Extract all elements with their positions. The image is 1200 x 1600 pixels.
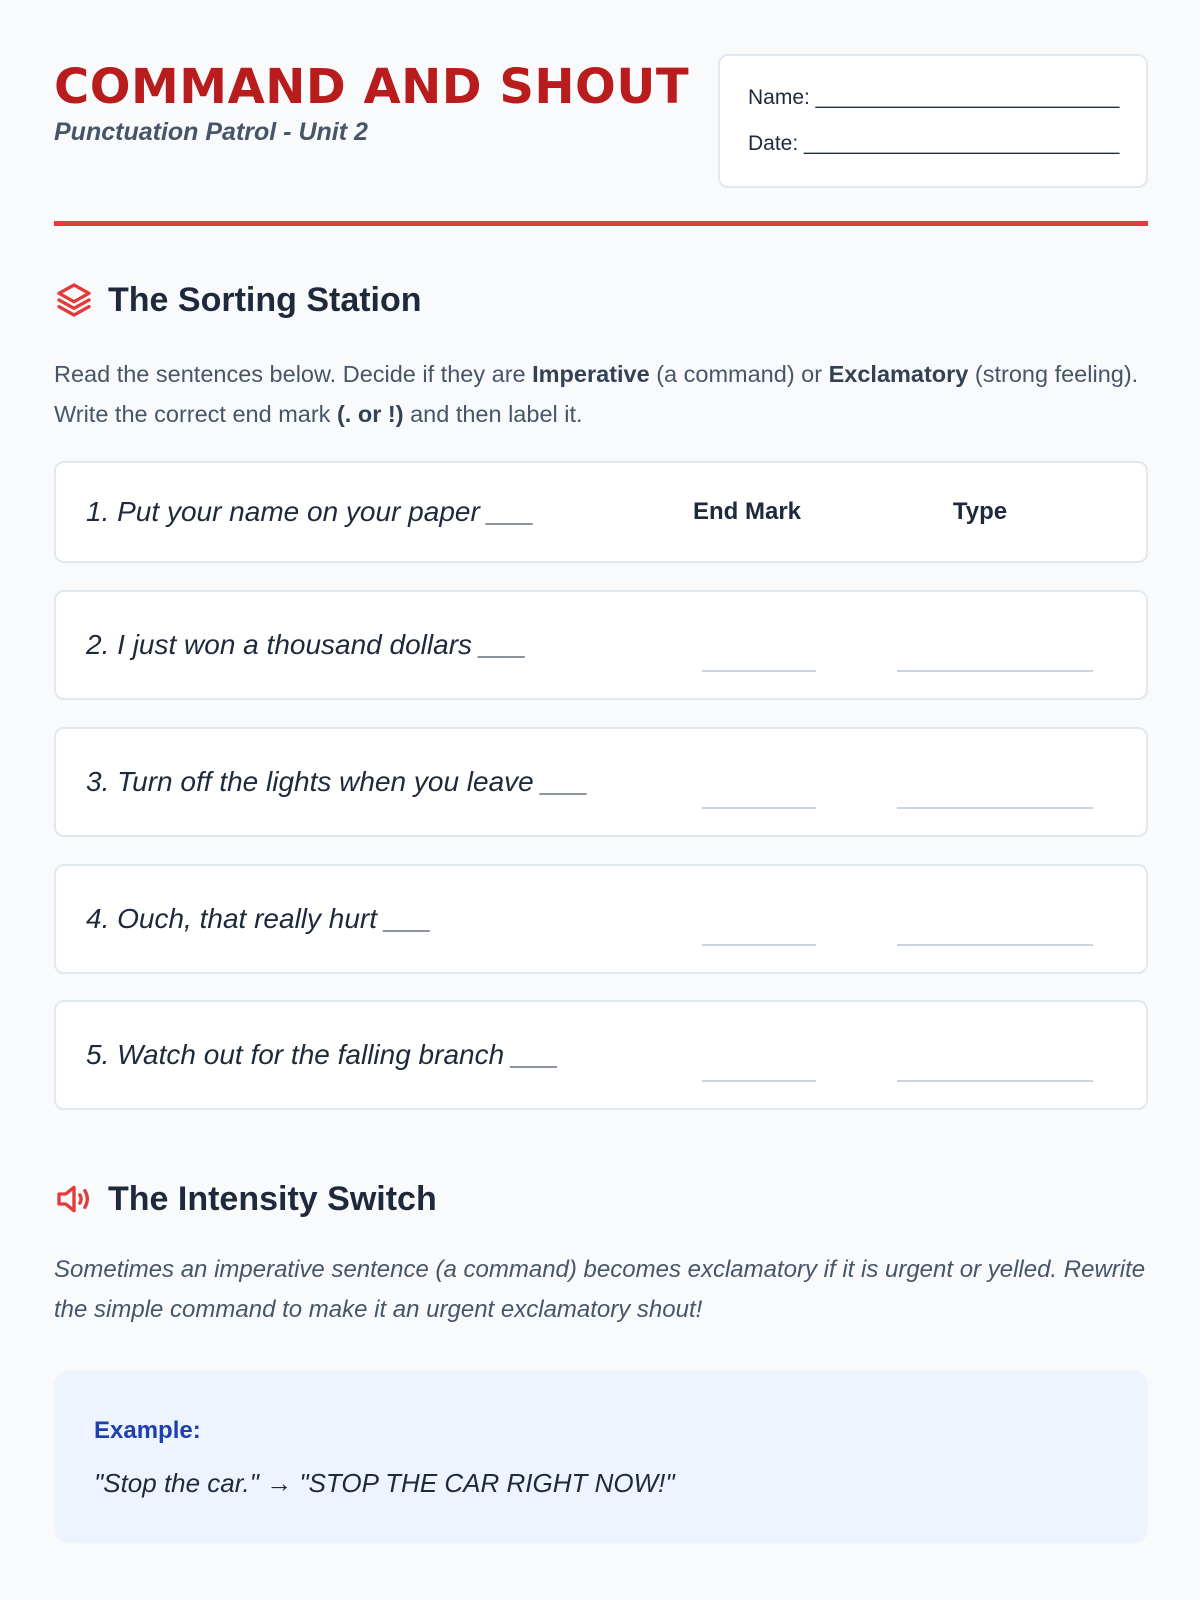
- instructions-imperative: Imperative: [532, 361, 650, 387]
- name-date-box: [718, 54, 1148, 188]
- sorting-instructions: [54, 354, 1148, 434]
- type-blank[interactable]: [897, 807, 1093, 809]
- column-header-end-mark: End Mark: [692, 498, 802, 525]
- instructions-end-marks: (. or !): [336, 401, 404, 427]
- end-mark-blank[interactable]: [702, 1080, 816, 1082]
- layers-icon: [54, 280, 94, 320]
- example-box: [54, 1371, 1148, 1543]
- end-mark-blank[interactable]: [702, 670, 816, 672]
- section-heading-intensity-switch: [54, 1179, 437, 1219]
- type-blank[interactable]: [897, 1080, 1093, 1082]
- page-subtitle: Punctuation Patrol - Unit 2: [54, 118, 368, 146]
- column-header-type: Type: [952, 498, 1008, 525]
- sentence-card-4: [54, 864, 1148, 974]
- section-heading-text: The Sorting Station: [108, 280, 422, 319]
- instructions-text-2: (a command) or: [649, 361, 829, 387]
- name-field[interactable]: Name: __________________________: [748, 86, 1120, 109]
- sentence-text: 1. Put your name on your paper ___: [86, 496, 535, 527]
- instructions-exclamatory: Exclamatory: [828, 361, 969, 387]
- type-blank[interactable]: [897, 944, 1093, 946]
- header-divider: [54, 221, 1148, 226]
- sentence-card-2: [54, 590, 1148, 700]
- end-mark-blank[interactable]: [702, 944, 816, 946]
- sentence-card-1: [54, 461, 1148, 563]
- end-mark-blank[interactable]: [702, 807, 816, 809]
- date-field[interactable]: Date: ___________________________: [748, 132, 1120, 155]
- instructions-text-4: and then label it.: [403, 401, 583, 427]
- sentence-text: 5. Watch out for the falling branch ___: [86, 1039, 559, 1070]
- example-text: "Stop the car." → "STOP THE CAR RIGHT NOW!": [94, 1468, 675, 1498]
- sentence-text: 4. Ouch, that really hurt ___: [86, 903, 432, 934]
- section-heading-sorting-station: [54, 280, 422, 320]
- example-label: Example:: [94, 1417, 201, 1444]
- intensity-instructions: Sometimes an imperative sentence (a command) becomes exclamatory if it is urgent or yelled. Rewrite the simple command to make it an urgent exclamatory shout!: [54, 1256, 1146, 1323]
- speaker-icon: [54, 1179, 94, 1219]
- instructions-text-3: (strong feeling). Write the correct end mark: [54, 361, 1139, 427]
- sentence-text: 2. I just won a thousand dollars ___: [86, 629, 527, 660]
- instructions-text-1: Read the sentences below. Decide if they are: [54, 361, 533, 387]
- page-title: COMMAND AND SHOUT: [54, 59, 690, 115]
- sentence-card-3: [54, 727, 1148, 837]
- sentence-card-5: [54, 1000, 1148, 1110]
- header: [54, 54, 1148, 194]
- section-heading-text: The Intensity Switch: [108, 1179, 437, 1218]
- sentence-text: 3. Turn off the lights when you leave ___: [86, 766, 589, 797]
- type-blank[interactable]: [897, 670, 1093, 672]
